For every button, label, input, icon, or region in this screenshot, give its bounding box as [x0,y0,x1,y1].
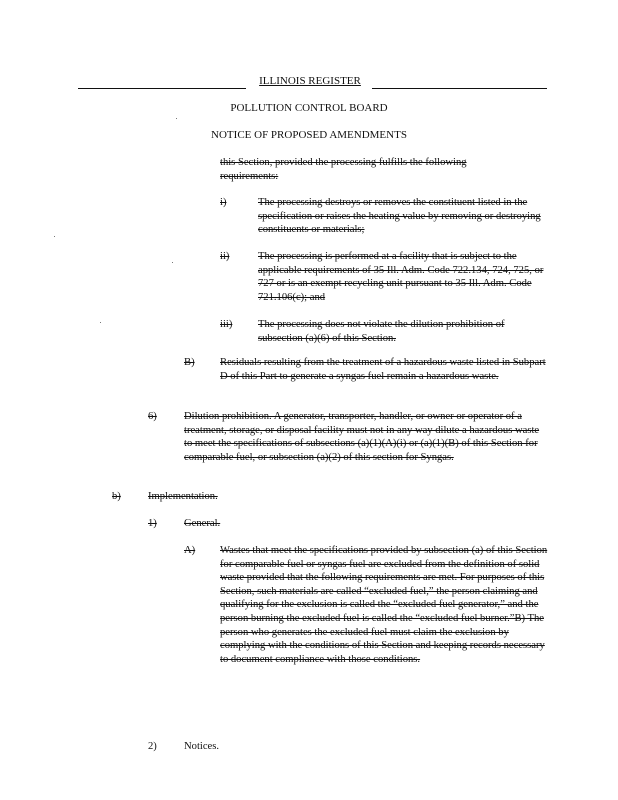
item-i-label: i) [220,197,227,208]
item-2-text: Notices. [184,741,220,752]
item-ii-label: ii) [220,251,230,262]
scan-speck [54,236,55,237]
item-1-text: General. [184,518,221,529]
item-A-text: Wastes that meet the specifications provided by subsection (a) of this Section for comparable fuel or syngas fuel are excluded from the definition of solid waste provided that the following requirements are met. For purposes of this Section, such materials are called “excluded fuel,” the person claiming and qualifying for the exclusion is called the “excluded fuel generator,” and the person burning the excluded fuel is called the “excluded fuel burner.”B) The person who generates the excluded fuel must claim the exclusion by complying with the conditions of this Section and keeping records necessary to document compliance with those conditions. [220,545,548,665]
item-ii-text: The processing is performed at a facility that is subject to the applicable requirements of 35 Ill. Adm. Code 722.134, 724, 725, or 727 or is an exempt recycling unit pursuant to 35 Ill. Adm. Code 721.106(c); and [258,251,544,303]
item-i-text: The processing destroys or removes the constituent listed in the specification or raises the heating value by removing or destroying constituents or materials; [258,197,541,236]
scan-speck [172,262,173,263]
scan-speck [176,118,177,119]
notice-title: NOTICE OF PROPOSED AMENDMENTS [211,129,407,141]
item-1-label: 1) [148,518,157,529]
item-iii-label: iii) [220,319,233,330]
agency-title: POLLUTION CONTROL BOARD [230,102,388,114]
item-B-label: B) [184,357,195,368]
header-rule-right [372,88,547,89]
item-A-label: A) [184,545,196,556]
register-title: ILLINOIS REGISTER [259,75,361,87]
header-rule-left [78,88,246,89]
item-6-text: Dilution prohibition. A generator, transporter, handler, or owner or operator of a treatment, storage, or disposal facility must not in any way dilute a hazardous waste to meet the specifications of subsections (a)(1)(A)(i) or (a)(1)(B) of this Section for comparable fuel, or subsection (a)(2) of this section for Syngas. [184,411,540,463]
scan-speck [100,322,101,323]
item-b-label: b) [112,491,121,502]
item-iii-text: The processing does not violate the dilution prohibition of subsection (a)(6) of this Section. [258,319,505,344]
intro-text: this Section, provided the processing fulfills the following requirements: [220,157,467,182]
item-6-label: 6) [148,411,157,422]
item-B-text: Residuals resulting from the treatment of a hazardous waste listed in Subpart D of this Part to generate a syngas fuel remain a hazardous waste. [220,357,546,382]
item-b-text: Implementation. [148,491,218,502]
item-2-label: 2) [148,741,157,752]
